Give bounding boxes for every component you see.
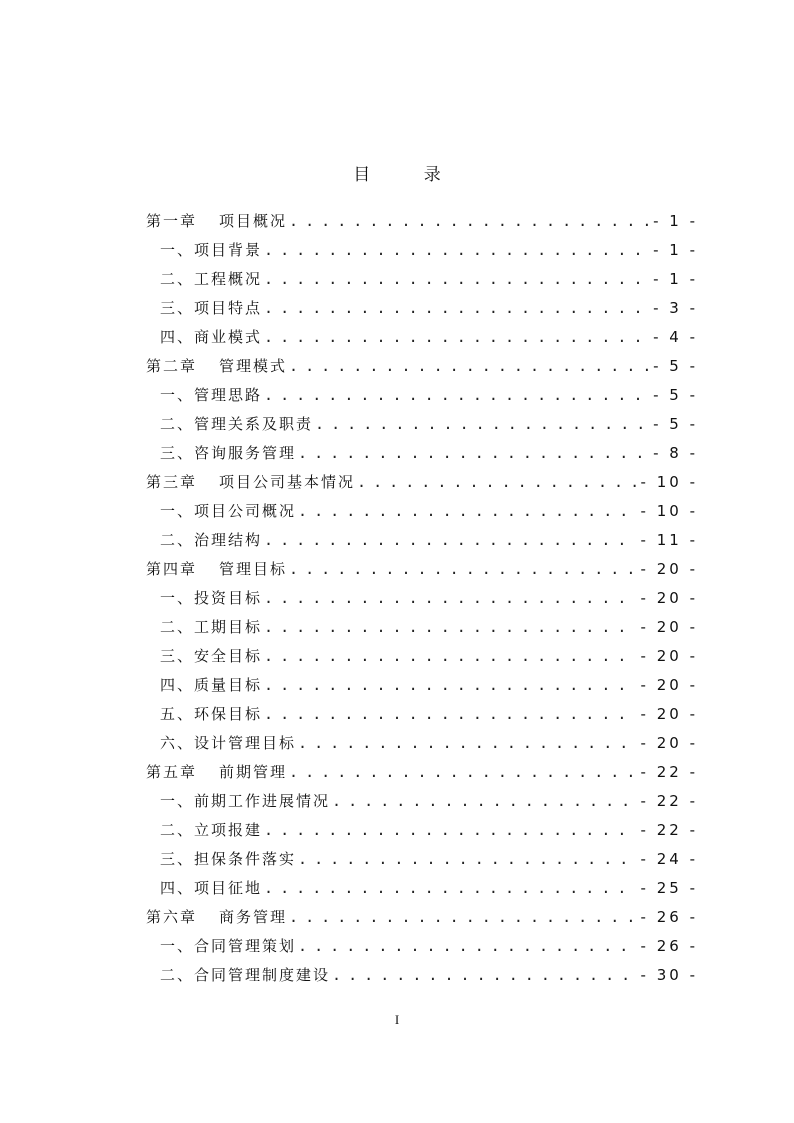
toc-entry-title: 项目背景 (194, 241, 263, 259)
toc-entry-page: - 20 - (640, 589, 698, 607)
toc-entry-title: 咨询服务管理 (194, 444, 297, 462)
toc-entry-label: 二、 (160, 270, 195, 288)
toc-chapter-entry[interactable] (146, 207, 698, 236)
dot-leader (298, 497, 637, 526)
toc-entry-title: 环保目标 (194, 705, 263, 723)
toc-entry-title: 管理关系及职责 (194, 415, 314, 433)
toc-entry-title: 项目特点 (194, 299, 263, 317)
toc-entry-title: 工程概况 (194, 270, 263, 288)
toc-entry-label: 一、 (160, 937, 195, 955)
toc-entry-title: 项目征地 (194, 879, 263, 897)
dot-leader (264, 671, 637, 700)
toc-section-entry[interactable] (146, 787, 698, 816)
toc-entry-page: - 11 - (640, 531, 698, 549)
toc-entry-page: - 20 - (640, 618, 698, 636)
toc-entry-label: 一、 (160, 792, 195, 810)
toc-entry-page: - 8 - (653, 444, 698, 462)
toc-entry-page: - 25 - (640, 879, 698, 897)
toc-entry-title: 质量目标 (194, 676, 263, 694)
dot-leader (264, 236, 649, 265)
toc-section-entry[interactable] (146, 497, 698, 526)
dot-leader (264, 642, 637, 671)
dot-leader (264, 526, 637, 555)
toc-section-entry[interactable] (146, 845, 698, 874)
toc-entry-title: 项目公司概况 (194, 502, 297, 520)
toc-chapter-entry[interactable] (146, 468, 698, 497)
toc-entry-page: - 26 - (640, 937, 698, 955)
toc-section-entry[interactable] (146, 932, 698, 961)
toc-entry-label: 第三章 (146, 473, 198, 491)
toc-section-entry[interactable] (146, 729, 698, 758)
toc-entry-label: 三、 (160, 444, 195, 462)
toc-entry-label: 四、 (160, 328, 195, 346)
page-number: I (394, 1012, 400, 1027)
toc-entry-label: 三、 (160, 850, 195, 868)
toc-entry-page: - 1 - (653, 270, 698, 288)
dot-leader (264, 265, 649, 294)
toc-section-entry[interactable] (146, 584, 698, 613)
toc-entry-title: 前期工作进展情况 (194, 792, 331, 810)
toc-entry-page: - 20 - (640, 705, 698, 723)
toc-section-entry[interactable] (146, 294, 698, 323)
table-of-contents (146, 207, 698, 990)
toc-entry-label: 三、 (160, 299, 195, 317)
dot-leader (289, 903, 637, 932)
toc-entry-title: 安全目标 (194, 647, 263, 665)
toc-entry-title: 设计管理目标 (194, 734, 297, 752)
toc-entry-page: - 20 - (640, 734, 698, 752)
toc-entry-page: - 26 - (640, 908, 698, 926)
toc-section-entry[interactable] (146, 236, 698, 265)
toc-section-entry[interactable] (146, 816, 698, 845)
toc-entry-title: 立项报建 (194, 821, 263, 839)
toc-entry-label: 第二章 (146, 357, 198, 375)
toc-entry-page: - 22 - (640, 792, 698, 810)
toc-entry-page: - 5 - (653, 386, 698, 404)
toc-entry-title: 项目公司基本情况 (219, 473, 356, 491)
toc-entry-page: - 1 - (653, 241, 698, 259)
toc-section-entry[interactable] (146, 642, 698, 671)
toc-entry-label: 一、 (160, 386, 195, 404)
dot-leader (289, 352, 649, 381)
toc-entry-page: - 22 - (640, 763, 698, 781)
toc-entry-title: 治理结构 (194, 531, 263, 549)
toc-entry-page: - 20 - (640, 676, 698, 694)
toc-chapter-entry[interactable] (146, 758, 698, 787)
dot-leader (264, 584, 637, 613)
dot-leader (298, 932, 637, 961)
toc-entry-label: 二、 (160, 966, 195, 984)
toc-entry-title: 合同管理制度建设 (194, 966, 331, 984)
toc-section-entry[interactable] (146, 961, 698, 990)
dot-leader (289, 207, 649, 236)
toc-entry-page: - 20 - (640, 647, 698, 665)
toc-entry-title: 管理思路 (194, 386, 263, 404)
toc-section-entry[interactable] (146, 700, 698, 729)
toc-entry-title: 合同管理策划 (194, 937, 297, 955)
toc-entry-page: - 24 - (640, 850, 698, 868)
dot-leader (298, 439, 649, 468)
toc-entry-title: 前期管理 (219, 763, 288, 781)
toc-entry-label: 二、 (160, 415, 195, 433)
toc-section-entry[interactable] (146, 874, 698, 903)
page-title: 目 录 (353, 165, 465, 185)
dot-leader (264, 323, 649, 352)
dot-leader (264, 700, 637, 729)
toc-entry-label: 三、 (160, 647, 195, 665)
toc-section-entry[interactable] (146, 410, 698, 439)
toc-entry-label: 第五章 (146, 763, 198, 781)
dot-leader (289, 555, 637, 584)
dot-leader (289, 758, 637, 787)
toc-entry-page: - 5 - (653, 357, 698, 375)
toc-section-entry[interactable] (146, 671, 698, 700)
toc-entry-label: 第四章 (146, 560, 198, 578)
toc-section-entry[interactable] (146, 439, 698, 468)
toc-entry-page: - 30 - (640, 966, 698, 984)
toc-entry-page: - 22 - (640, 821, 698, 839)
toc-entry-label: 第一章 (146, 212, 198, 230)
toc-section-entry[interactable] (146, 323, 698, 352)
toc-entry-page: - 5 - (653, 415, 698, 433)
dot-leader (357, 468, 637, 497)
toc-entry-title: 商业模式 (194, 328, 263, 346)
dot-leader (264, 294, 649, 323)
toc-entry-title: 管理目标 (219, 560, 288, 578)
dot-leader (264, 381, 649, 410)
toc-section-entry[interactable] (146, 526, 698, 555)
dot-leader (264, 874, 637, 903)
dot-leader (298, 729, 637, 758)
toc-entry-title: 担保条件落实 (194, 850, 297, 868)
dot-leader (298, 845, 637, 874)
toc-entry-title: 管理模式 (219, 357, 288, 375)
toc-entry-label: 一、 (160, 241, 195, 259)
toc-section-entry[interactable] (146, 613, 698, 642)
toc-entry-page: - 3 - (653, 299, 698, 317)
dot-leader (264, 613, 637, 642)
dot-leader (264, 816, 637, 845)
dot-leader (332, 961, 637, 990)
toc-section-entry[interactable] (146, 265, 698, 294)
toc-entry-page: - 10 - (640, 473, 698, 491)
toc-entry-label: 二、 (160, 618, 195, 636)
toc-chapter-entry[interactable] (146, 555, 698, 584)
toc-entry-page: - 20 - (640, 560, 698, 578)
toc-entry-label: 一、 (160, 502, 195, 520)
toc-entry-label: 五、 (160, 705, 195, 723)
toc-entry-label: 四、 (160, 879, 195, 897)
toc-entry-page: - 1 - (653, 212, 698, 230)
toc-entry-title: 投资目标 (194, 589, 263, 607)
toc-entry-label: 二、 (160, 821, 195, 839)
dot-leader (332, 787, 637, 816)
toc-entry-page: - 10 - (640, 502, 698, 520)
toc-entry-page: - 4 - (653, 328, 698, 346)
toc-entry-title: 工期目标 (194, 618, 263, 636)
toc-entry-label: 四、 (160, 676, 195, 694)
toc-entry-label: 第六章 (146, 908, 198, 926)
toc-entry-label: 一、 (160, 589, 195, 607)
dot-leader (315, 410, 649, 439)
toc-section-entry[interactable] (146, 381, 698, 410)
toc-chapter-entry[interactable] (146, 903, 698, 932)
toc-entry-title: 商务管理 (219, 908, 288, 926)
toc-entry-label: 六、 (160, 734, 195, 752)
toc-entry-label: 二、 (160, 531, 195, 549)
toc-chapter-entry[interactable] (146, 352, 698, 381)
toc-entry-title: 项目概况 (219, 212, 288, 230)
